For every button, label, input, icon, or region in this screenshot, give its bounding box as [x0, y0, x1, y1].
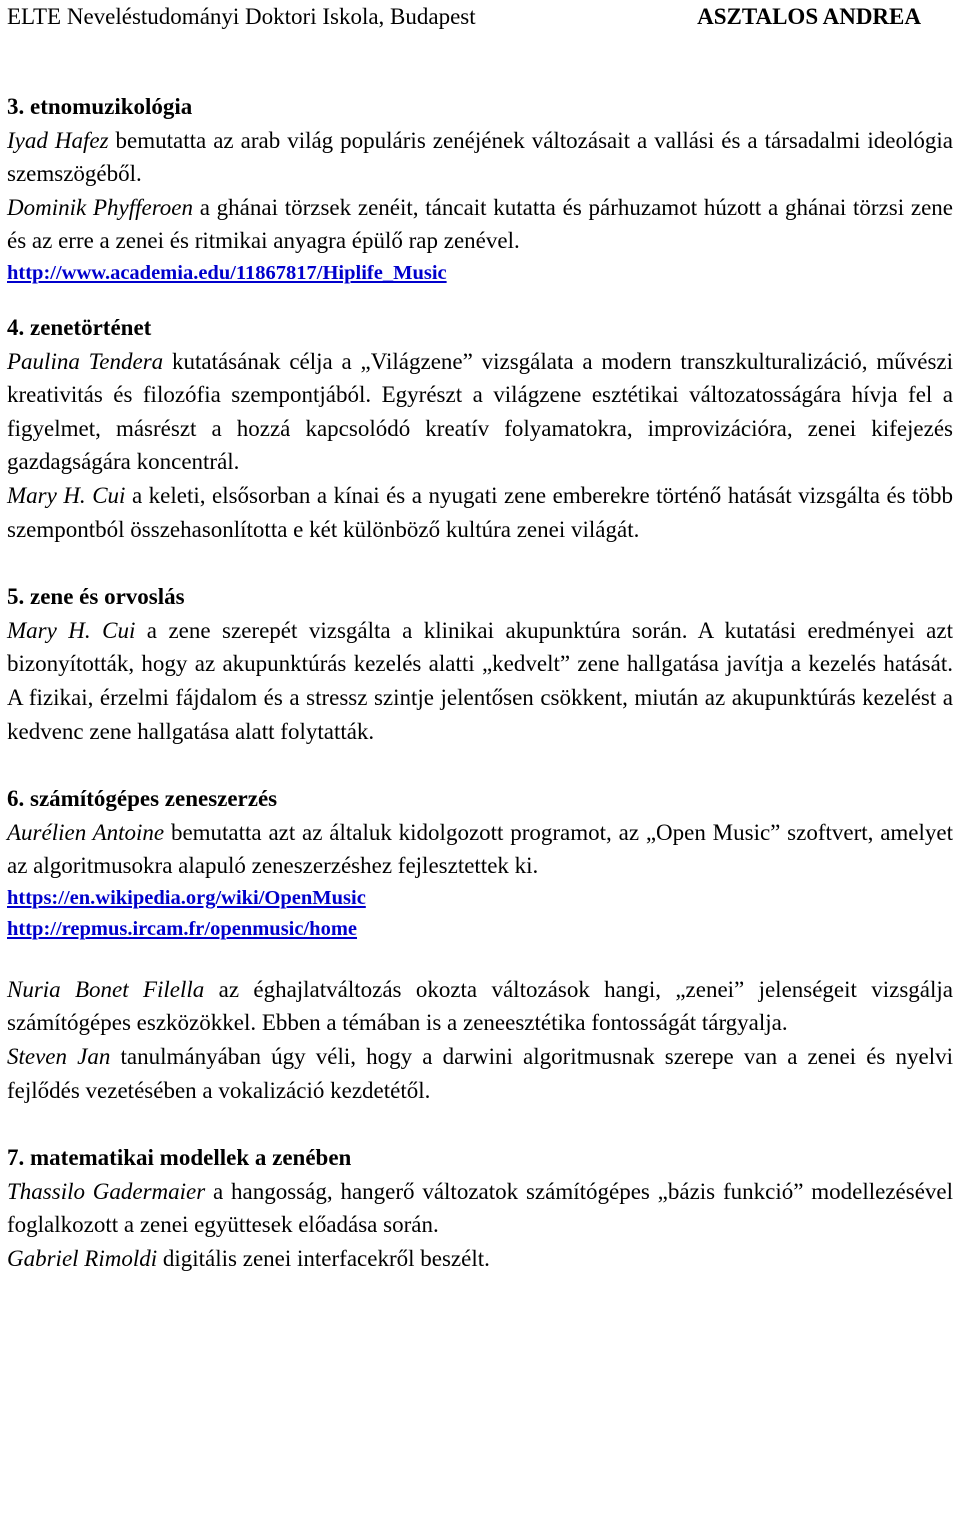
- paragraph-text: tanulmányában úgy véli, hogy a darwini algoritmusnak szerepe van a zenei és nyelvi fejlődés vezetésében a vokalizáció kezdetétől.: [7, 1044, 953, 1103]
- section-6-paragraph-3: [7, 1040, 953, 1107]
- section-5-paragraph-1: [7, 614, 953, 748]
- section-5: [7, 580, 953, 748]
- paragraph-text: a hangosság, hangerő változatok számítógépes „bázis funkció” modellezésével foglalkozott a zenei együttesek előadása során.: [7, 1178, 953, 1238]
- section-4-paragraph-1: [7, 345, 953, 479]
- section-6: [7, 782, 953, 1107]
- paragraph-text: kutatásának célja a „Világzene” vizsgálata a modern transzkulturalizáció, művészi kreativitás és filozófia szempontjából. Egyrészt a világzene esztétikai változatosságára hívja fel a figyelmet, másrészt a hozzá kapcsolódó kreatív folyamatokra, improvizációra, zenei kifejezés gazdagságára koncentrál.: [7, 348, 953, 475]
- author-name: Thassilo Gadermaier: [7, 1178, 206, 1204]
- wikipedia-openmusic-link[interactable]: https://en.wikipedia.org/wiki/OpenMusic: [7, 886, 366, 909]
- author-name: Gabriel Rimoldi: [7, 1246, 158, 1272]
- section-7-paragraph-1: [7, 1175, 953, 1242]
- paragraph-text: a keleti, elsősorban a kínai és a nyugati zene emberekre történő hatását vizsgálta és több szempontból összehasonlította e két különböző kultúra zenei világát.: [7, 482, 953, 542]
- section-5-heading: 5. zene és orvoslás: [7, 584, 185, 610]
- author-name: Mary H. Cui: [7, 617, 136, 643]
- section-3-heading: 3. etnomuzikológia: [7, 94, 193, 119]
- section-3: [7, 90, 953, 289]
- paragraph-text: az éghajlatváltozás okozta változások hangi, „zenei” jelenségeit vizsgálja számítógépes eszközökkel. Ebben a témában is a zeneesztétika fontosságát tárgyalja.: [7, 976, 953, 1036]
- section-3-paragraph-2: [7, 191, 953, 258]
- academia-link[interactable]: http://www.academia.edu/11867817/Hiplife_Music: [7, 261, 447, 284]
- section-6-heading: 6. számítógépes zeneszerzés: [7, 786, 278, 812]
- section-6-paragraph-1: [7, 816, 953, 883]
- paragraph-text: a ghánai törzsek zenéit, táncait kutatta és párhuzamot húzott a ghánai törzsi zene és az erre a zenei és ritmikai anyagra épülő rap zenével.: [7, 194, 953, 254]
- paragraph-text: digitális zenei interfacekről beszélt.: [157, 1246, 490, 1272]
- author-name: Nuria Bonet Filella: [7, 976, 205, 1002]
- section-7: [7, 1141, 953, 1275]
- section-4: [7, 311, 953, 546]
- author-name: Dominik Phyfferoen: [7, 194, 193, 220]
- section-7-paragraph-2: [7, 1242, 953, 1276]
- section-3-paragraph-1: [7, 124, 953, 191]
- author-name: Paulina Tendera: [7, 348, 164, 374]
- section-4-paragraph-2: [7, 479, 953, 546]
- header-institution: ELTE Neveléstudományi Doktori Iskola, Budapest: [7, 4, 476, 29]
- paragraph-text: bemutatta azt az általuk kidolgozott programot, az „Open Music” szoftvert, amelyet az algoritmusokra alapuló zeneszerzéshez fejlesztettek ki.: [7, 819, 953, 879]
- author-name: Iyad Hafez: [7, 127, 109, 153]
- section-4-heading: 4. zenetörténet: [7, 314, 152, 340]
- section-7-heading: 7. matematikai modellek a zenében: [7, 1145, 352, 1171]
- author-name: Steven Jan: [7, 1044, 111, 1070]
- header-author: ASZTALOS ANDREA: [697, 4, 921, 29]
- author-name: Mary H. Cui: [7, 482, 126, 508]
- ircam-openmusic-link[interactable]: http://repmus.ircam.fr/openmusic/home: [7, 917, 358, 940]
- paragraph-text: bemutatta az arab világ populáris zenéjének változásait a vallási és a társadalmi ideológia szemszögéből.: [7, 127, 954, 187]
- page-header: [7, 0, 953, 34]
- paragraph-text: a zene szerepét vizsgálta a klinikai akupunktúra során. A kutatási eredményei azt bizonyították, hogy az akupunktúrás kezelés alatti „kedvelt” zene hallgatása javítja a kezelés hatását. A fizikai, érzelmi fájdalom és a stressz szintje jelentősen csökkent, miután az akupunktúrás kezelést a kedvenc zene hallgatása alatt folytatták.: [7, 617, 953, 744]
- section-6-paragraph-2: [7, 973, 953, 1040]
- author-name: Aurélien Antoine: [7, 819, 165, 845]
